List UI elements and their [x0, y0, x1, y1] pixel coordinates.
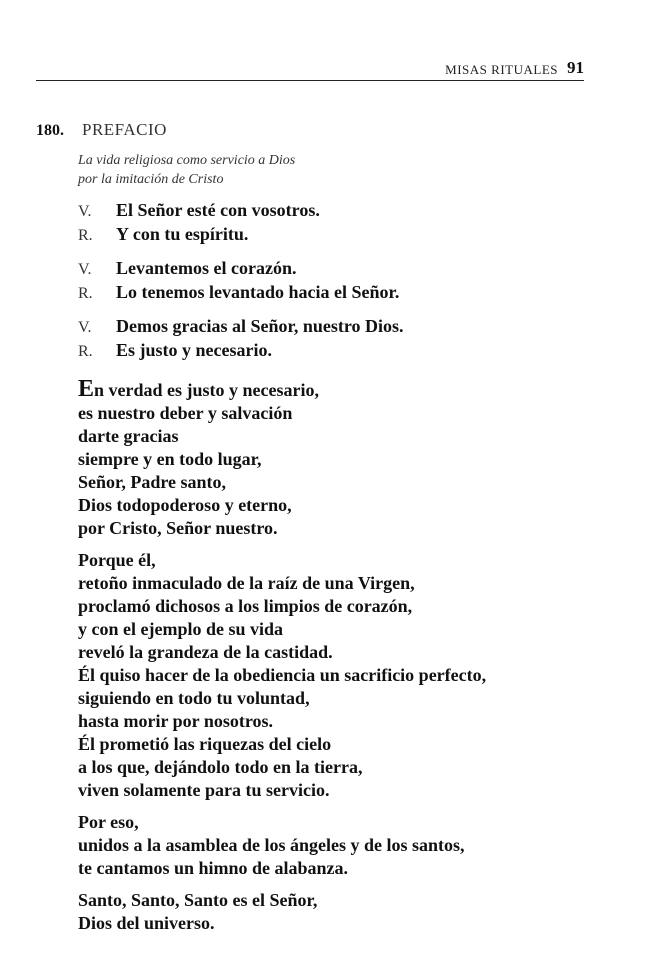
- dialogue-group: [78, 256, 578, 304]
- dialogue-line: [78, 338, 578, 362]
- response-mark: R.: [78, 343, 93, 360]
- subtitle-line: por la imitación de Cristo: [78, 172, 224, 187]
- preface-text: [78, 378, 598, 944]
- dialogue-text: Y con tu espíritu.: [116, 224, 249, 244]
- dialogue: [78, 198, 578, 372]
- dialogue-line: [78, 256, 578, 280]
- paragraph: [78, 549, 598, 802]
- drop-cap: E: [78, 376, 95, 402]
- text-line: hasta morir por nosotros.: [78, 711, 274, 731]
- dialogue-text: Levantemos el corazón.: [116, 258, 297, 278]
- text-line: viven solamente para tu servicio.: [78, 780, 330, 800]
- text-line: siguiendo en todo tu voluntad,: [78, 688, 310, 708]
- dialogue-line: [78, 198, 578, 222]
- response-mark: R.: [78, 227, 93, 244]
- text-line: y con el ejemplo de su vida: [78, 619, 283, 639]
- text-line: unidos a la asamblea de los ángeles y de los santos,: [78, 835, 465, 855]
- text-line: por Cristo, Señor nuestro.: [78, 518, 278, 538]
- versicle-mark: V.: [78, 261, 92, 278]
- text-line: Por eso,: [78, 812, 139, 832]
- paragraph: [78, 378, 598, 540]
- text-line: Señor, Padre santo,: [78, 472, 227, 492]
- line-text: n verdad es justo y necesario,: [94, 380, 319, 400]
- dialogue-text: Lo tenemos levantado hacia el Señor.: [116, 282, 400, 302]
- section-number: 180.: [36, 122, 64, 139]
- text-line: siempre y en todo lugar,: [78, 449, 262, 469]
- section-title: PREFACIO: [82, 120, 167, 139]
- dialogue-group: [78, 314, 578, 362]
- page-number: 91: [567, 58, 584, 77]
- page-header: [36, 58, 584, 80]
- text-line: Porque él,: [78, 550, 156, 570]
- text-line: Él quiso hacer de la obediencia un sacrificio perfecto,: [78, 665, 487, 685]
- dialogue-group: [78, 198, 578, 246]
- paragraph: [78, 811, 598, 880]
- response-mark: R.: [78, 285, 93, 302]
- dialogue-line: [78, 222, 578, 246]
- dialogue-line: [78, 280, 578, 304]
- dialogue-text: Demos gracias al Señor, nuestro Dios.: [116, 316, 404, 336]
- header-rule: [36, 80, 584, 81]
- dialogue-line: [78, 314, 578, 338]
- text-line: [78, 378, 598, 402]
- text-line: te cantamos un himno de alabanza.: [78, 858, 349, 878]
- text-line: darte gracias: [78, 426, 179, 446]
- paragraph: [78, 889, 598, 935]
- section-heading: [36, 120, 596, 140]
- text-line: retoño inmaculado de la raíz de una Virgen,: [78, 573, 415, 593]
- dialogue-text: Es justo y necesario.: [116, 340, 272, 360]
- text-line: reveló la grandeza de la castidad.: [78, 642, 333, 662]
- text-line: es nuestro deber y salvación: [78, 403, 293, 423]
- versicle-mark: V.: [78, 203, 92, 220]
- text-line: a los que, dejándolo todo en la tierra,: [78, 757, 363, 777]
- text-line: Dios todopoderoso y eterno,: [78, 495, 292, 515]
- text-line: Dios del universo.: [78, 913, 215, 933]
- subtitle-line: La vida religiosa como servicio a Dios: [78, 153, 296, 168]
- section-subtitle: [78, 151, 295, 189]
- text-line: proclamó dichosos a los limpios de corazón,: [78, 596, 413, 616]
- text-line: Él prometió las riquezas del cielo: [78, 734, 332, 754]
- text-line: Santo, Santo, Santo es el Señor,: [78, 890, 318, 910]
- dialogue-text: El Señor esté con vosotros.: [116, 200, 320, 220]
- versicle-mark: V.: [78, 319, 92, 336]
- running-title: MISAS RITUALES: [445, 62, 558, 77]
